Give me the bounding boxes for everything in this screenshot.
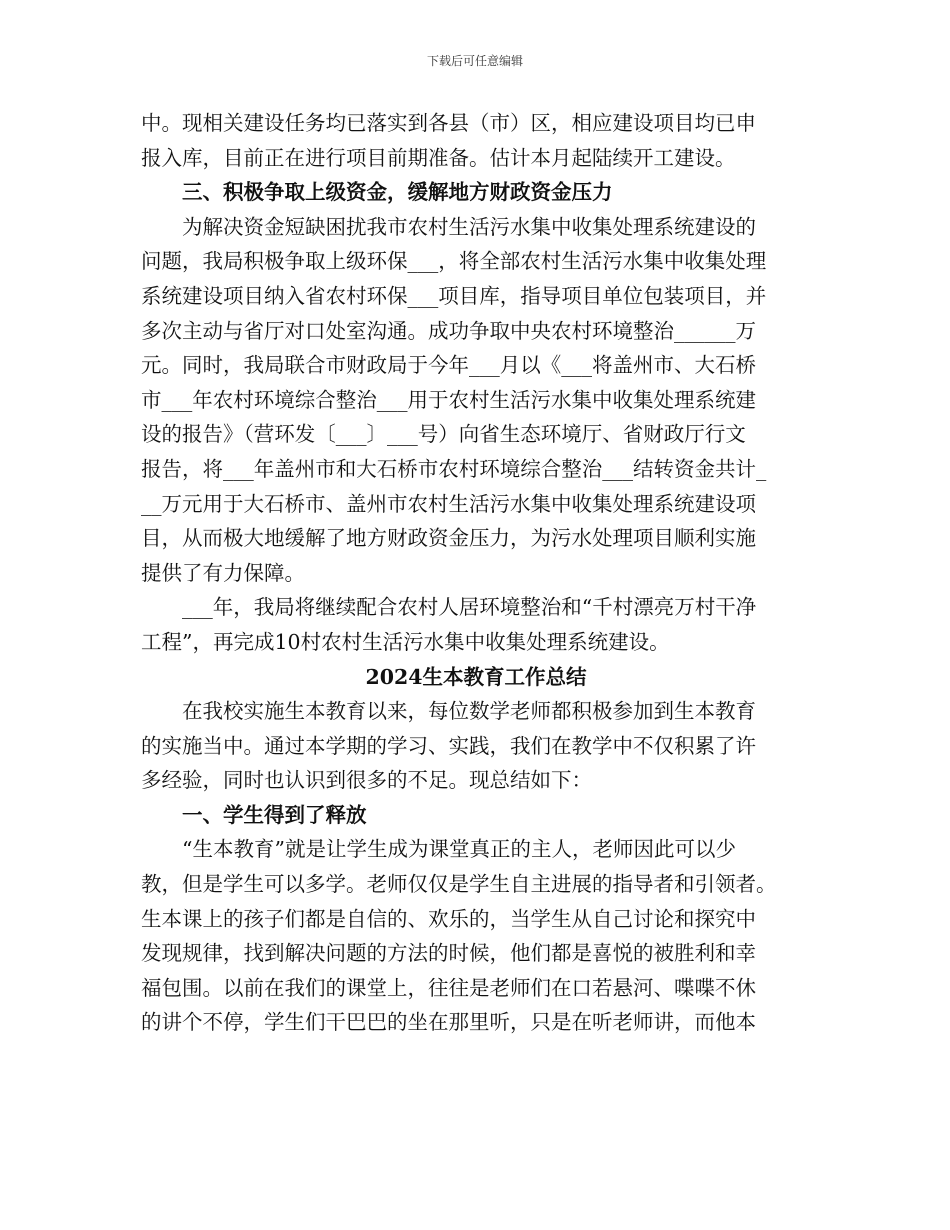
section-heading: 三、积极争取上级资金，缓解地方财政资金压力 bbox=[182, 180, 613, 205]
text-line: 市___年农村环境综合整治___用于农村生活污水集中收集处理系统建 bbox=[141, 387, 756, 412]
text-line: 中。现相关建设任务均已落实到各县（市）区，相应建设项目均已申 bbox=[141, 111, 756, 135]
page-header: 下载后可任意编辑 bbox=[426, 54, 523, 68]
section-rural-sewage bbox=[141, 106, 811, 660]
text-line: 元。同时，我局联合市财政局于今年___月以《___将盖州市、大石桥 bbox=[141, 353, 756, 378]
text-line: 提供了有力保障。 bbox=[141, 560, 305, 585]
text-line: ___年，我局将继续配合农村人居环境整治和“千村漂亮万村干净 bbox=[182, 595, 757, 620]
text-line: “生本教育”就是让学生成为课堂真正的主人，老师因此可以少 bbox=[182, 837, 736, 862]
text-line: 多次主动与省厅对口处室沟通。成功争取中央农村环境整治______万 bbox=[141, 318, 756, 343]
text-line: __万元用于大石桥市、盖州市农村生活污水集中收集处理系统建设项 bbox=[141, 491, 756, 516]
section-heading: 一、学生得到了释放 bbox=[182, 802, 367, 827]
document-body bbox=[141, 106, 811, 1040]
text-line: 发现规律，找到解决问题的方法的时候，他们都是喜悦的被胜利和幸 bbox=[141, 941, 756, 966]
text-line: 在我校实施生本教育以来，每位数学老师都积极参加到生本教育 bbox=[182, 699, 756, 724]
text-line: 的实施当中。通过本学期的学习、实践，我们在教学中不仅积累了许 bbox=[141, 733, 756, 758]
text-line: 设的报告》（营环发〔___〕___号）向省生态环境厅、省财政厅行文 bbox=[141, 422, 746, 447]
text-line: 系统建设项目纳入省农村环保___项目库，指导项目单位包装项目，并 bbox=[141, 283, 767, 308]
text-line: 报入库，目前正在进行项目前期准备。估计本月起陆续开工建设。 bbox=[141, 145, 736, 170]
text-line: 为解决资金短缺困扰我市农村生活污水集中收集处理系统建设的 bbox=[182, 214, 756, 239]
text-line: 多经验，同时也认识到很多的不足。现总结如下： bbox=[141, 768, 592, 793]
text-line: 福包围。以前在我们的课堂上，往往是老师们在口若悬河、喋喋不休 bbox=[141, 975, 756, 1000]
text-line: 工程”，再完成10村农村生活污水集中收集处理系统建设。 bbox=[141, 629, 670, 654]
section-education-summary bbox=[141, 694, 811, 1040]
text-line: 生本课上的孩子们都是自信的、欢乐的，当学生从自己讨论和探究中 bbox=[141, 906, 756, 931]
text-line: 目，从而极大地缓解了地方财政资金压力，为污水处理项目顺利实施 bbox=[141, 526, 756, 551]
text-line: 问题，我局积极争取上级环保___，将全部农村生活污水集中收集处理 bbox=[141, 249, 767, 274]
text-line: 报告，将___年盖州市和大石桥市农村环境综合整治___结转资金共计_ bbox=[141, 456, 767, 481]
text-line: 教，但是学生可以多学。老师仅仅是学生自主进展的指导者和引领者。 bbox=[141, 872, 777, 897]
text-line: 的讲个不停，学生们干巴巴的坐在那里听，只是在听老师讲，而他本 bbox=[141, 1010, 756, 1035]
document-title: 2024生本教育工作总结 bbox=[365, 664, 587, 689]
